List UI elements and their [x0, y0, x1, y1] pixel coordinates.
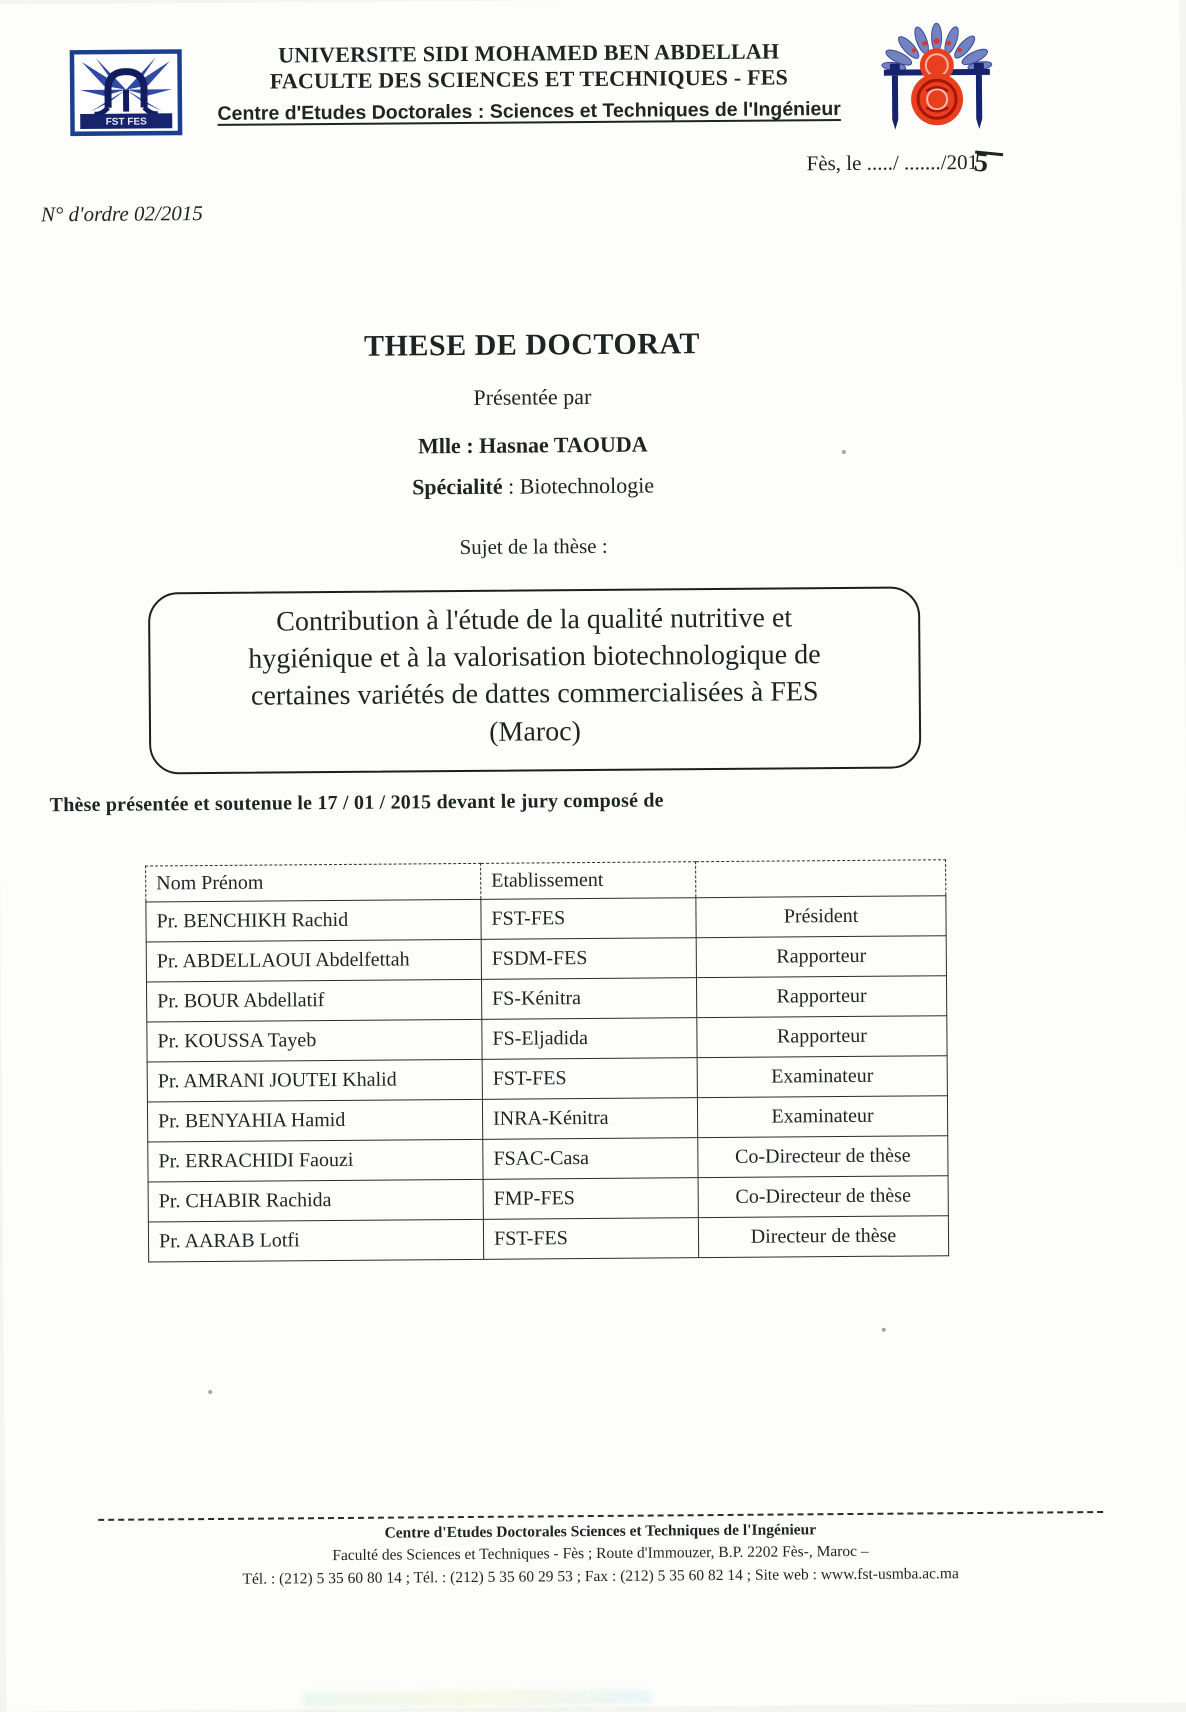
- table-row: [146, 896, 946, 942]
- author-line: Mlle : Hasnae TAOUDA: [417, 431, 648, 459]
- jury-cell-name: Pr. CHABIR Rachida: [148, 1179, 483, 1222]
- university-name: UNIVERSITE SIDI MOHAMED BEN ABDELLAH: [278, 38, 780, 68]
- jury-cell-institution: FS-Kénitra: [481, 978, 696, 1020]
- specialty-label: Spécialité: [412, 473, 503, 500]
- table-row: [147, 1056, 947, 1102]
- scan-smudge: [302, 1690, 652, 1708]
- jury-cell-role: Président: [696, 896, 946, 938]
- jury-cell-name: Pr. KOUSSA Tayeb: [147, 1019, 482, 1062]
- jury-cell-institution: FMP-FES: [483, 1178, 698, 1220]
- table-row: [146, 976, 946, 1022]
- jury-cell-institution: FST-FES: [482, 1058, 697, 1100]
- jury-cell-role: Examinateur: [697, 1056, 947, 1098]
- table-row: [147, 1096, 947, 1142]
- jury-cell-role: Rapporteur: [696, 976, 946, 1018]
- defense-statement: Thèse présentée et soutenue le 17 / 01 / 2015 devant le jury composé de: [49, 789, 664, 817]
- jury-cell-institution: INRA-Kénitra: [482, 1098, 697, 1140]
- jury-cell-institution: FST-FES: [483, 1218, 698, 1260]
- subject-label: Sujet de la thèse :: [459, 533, 608, 560]
- handwritten-year-digit: 5: [973, 151, 1003, 175]
- specialty-line: [0, 469, 1069, 503]
- header: [154, 38, 905, 127]
- faculty-name: FACULTE DES SCIENCES ET TECHNIQUES - FES: [269, 64, 789, 94]
- presented-by-label: Présentée par: [473, 383, 592, 410]
- jury-cell-institution: FS-Eljadida: [482, 1018, 697, 1060]
- date-prefix: Fès, le ...../ ......./201: [806, 149, 979, 176]
- footer-address: Faculté des Sciences et Techniques - Fès ; Route d'Immouzer, B.P. 2202 Fès-, Maroc –: [332, 1543, 869, 1565]
- jury-cell-name: Pr. BOUR Abdellatif: [146, 979, 481, 1022]
- jury-cell-name: Pr. ERRACHIDI Faouzi: [148, 1139, 483, 1182]
- footer: [55, 1511, 1146, 1593]
- specialty-value: : Biotechnologie: [502, 472, 655, 499]
- jury-header-institution: Etablissement: [481, 862, 696, 900]
- table-row: [146, 936, 946, 982]
- fst-fes-logo-caption: FST FES: [105, 116, 147, 128]
- table-row: [147, 1016, 947, 1062]
- jury-cell-institution: FSDM-FES: [481, 938, 696, 980]
- jury-cell-role: Rapporteur: [697, 1016, 947, 1058]
- doctoral-center-line: Centre d'Etudes Doctorales : Sciences et Techniques de l'Ingénieur: [217, 97, 841, 125]
- jury-table: [145, 859, 949, 1262]
- jury-header-row: [146, 860, 946, 902]
- jury-cell-role: Co-Directeur de thèse: [698, 1176, 948, 1218]
- jury-cell-institution: FST-FES: [481, 898, 696, 940]
- jury-cell-name: Pr. AARAB Lotfi: [148, 1219, 483, 1262]
- date-line: [806, 146, 1002, 179]
- scan-speck: [842, 450, 846, 454]
- jury-cell-role: Examinateur: [697, 1096, 947, 1138]
- thesis-subject-line: certaines variétés de dattes commercialisées à FES: [250, 676, 819, 713]
- jury-cell-role: Co-Directeur de thèse: [698, 1136, 948, 1178]
- jury-header-name: Nom Prénom: [146, 863, 481, 902]
- scan-speck: [208, 1390, 212, 1394]
- table-row: [148, 1176, 948, 1222]
- jury-cell-name: Pr. BENCHIKH Rachid: [146, 899, 481, 942]
- table-row: [148, 1216, 948, 1262]
- thesis-subject-line: hygiénique et à la valorisation biotechnologique de: [248, 639, 821, 675]
- document-title: THESE DE DOCTORAT: [363, 327, 701, 363]
- thesis-subject-line: Contribution à l'étude de la qualité nutritive et: [276, 602, 793, 638]
- jury-cell-name: Pr. ABDELLAOUI Abdelfettah: [146, 939, 481, 982]
- footer-contacts: Tél. : (212) 5 35 60 80 14 ; Tél. : (212) 5 35 60 29 53 ; Fax : (212) 5 35 60 82 14 ; Site web : www.fst-usmba.ac.ma: [242, 1565, 959, 1588]
- jury-cell-role: Directeur de thèse: [698, 1216, 948, 1258]
- order-number: N° d'ordre 02/2015: [40, 201, 203, 227]
- table-row: [148, 1136, 948, 1182]
- jury-cell-name: Pr. BENYAHIA Hamid: [147, 1099, 482, 1142]
- jury-cell-role: Rapporteur: [696, 936, 946, 978]
- thesis-subject-box: [148, 586, 921, 774]
- thesis-subject-line: (Maroc): [489, 715, 582, 748]
- seal-medallion: [911, 48, 964, 125]
- footer-center-name: Centre d'Etudes Doctorales Sciences et Techniques de l'Ingénieur: [384, 1521, 817, 1542]
- scan-speck: [882, 1328, 886, 1332]
- jury-header-role: [696, 860, 946, 898]
- jury-cell-institution: FSAC-Casa: [483, 1138, 698, 1180]
- jury-cell-name: Pr. AMRANI JOUTEI Khalid: [147, 1059, 482, 1102]
